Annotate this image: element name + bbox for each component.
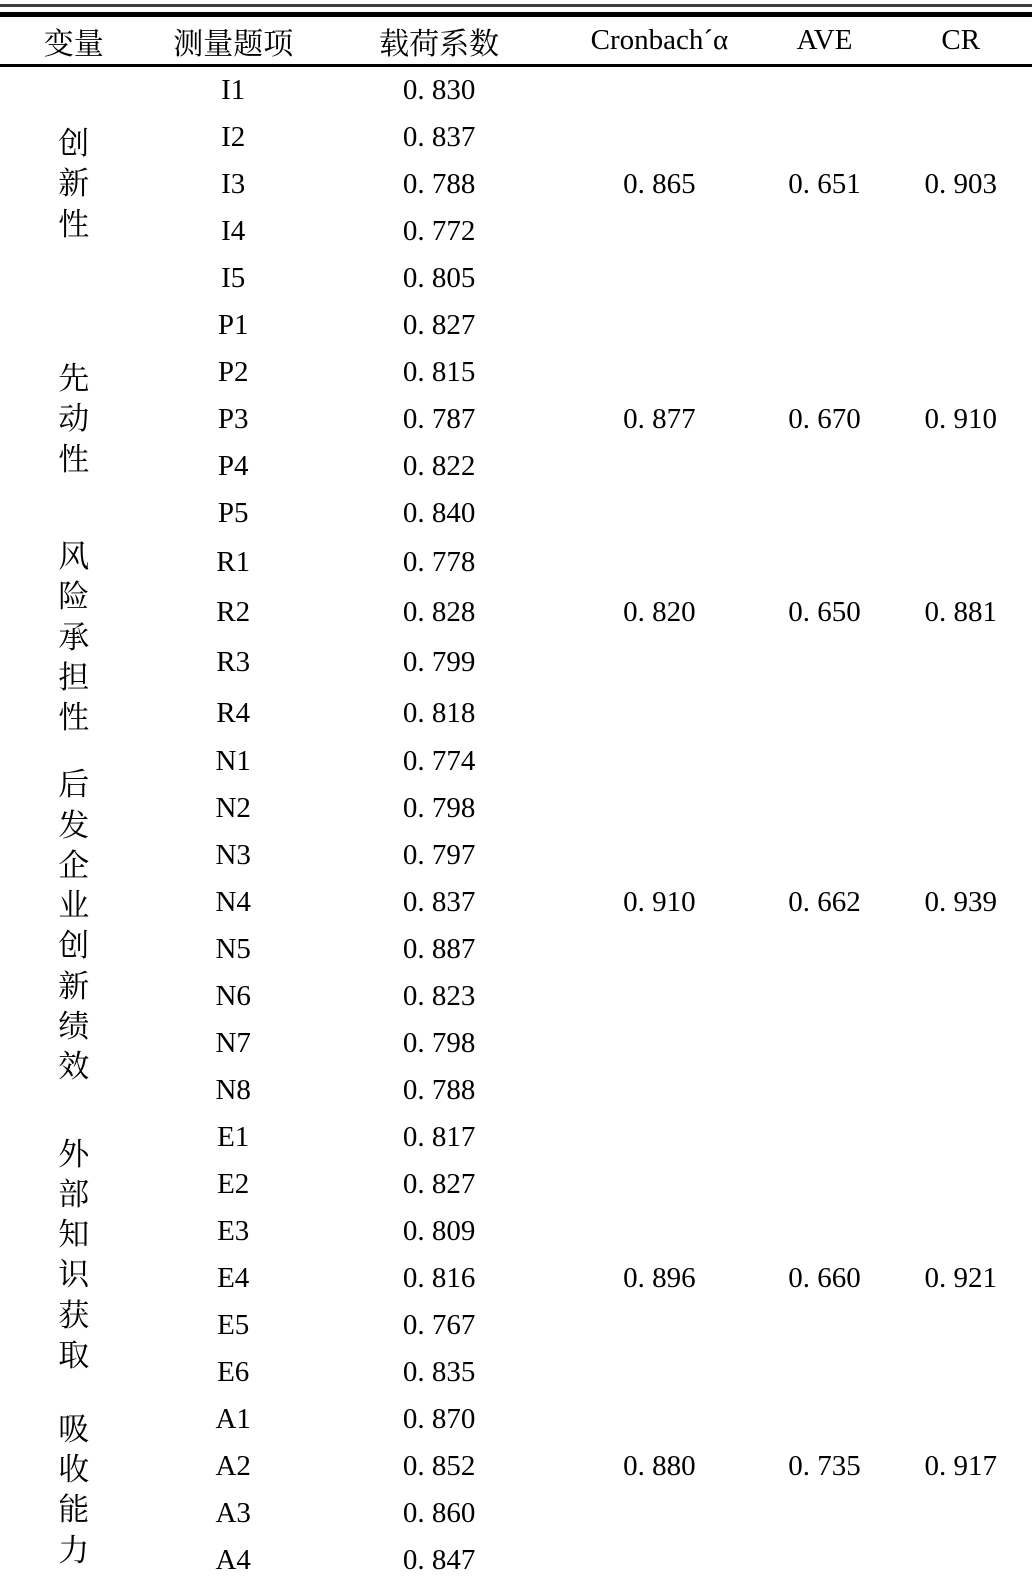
cronbach-cell: [559, 1302, 759, 1349]
cr-cell: [890, 785, 1032, 832]
cronbach-cell: [559, 973, 759, 1020]
table-row: [0, 1020, 1032, 1067]
ave-cell: [760, 738, 890, 785]
cronbach-cell: [559, 1208, 759, 1255]
loading-cell: 0. 799: [402, 646, 476, 679]
loading-cell: 0. 830: [402, 74, 476, 106]
item-code-cell: N8: [215, 1074, 251, 1107]
loading-cell: 0. 827: [402, 309, 476, 341]
loading-cell: 0. 860: [402, 1497, 476, 1530]
loading-cell: 0. 837: [402, 121, 476, 153]
cr-cell: [890, 66, 1032, 115]
item-code-cell: E4: [217, 1262, 250, 1295]
reliability-validity-table: [0, 12, 1032, 1584]
ave-cell: [760, 1537, 890, 1584]
loading-cell: 0. 778: [402, 545, 476, 578]
col-header-variable: 变量: [0, 15, 148, 66]
loading-cell: 0. 798: [402, 792, 476, 825]
cr-cell: [890, 1537, 1032, 1584]
cr-cell: [890, 926, 1032, 973]
item-code-cell: E6: [217, 1356, 250, 1389]
item-code-cell: I1: [221, 74, 246, 106]
loading-cell: 0. 798: [402, 1027, 476, 1060]
loading-cell: 0. 767: [402, 1309, 476, 1342]
table-row: [0, 302, 1032, 349]
table-row: [0, 443, 1032, 490]
cronbach-cell: [559, 443, 759, 490]
variable-name: 后发企业创新绩效: [58, 767, 90, 1085]
cronbach-cell: [559, 208, 759, 255]
col-header-item: 测量题项: [148, 15, 319, 66]
cronbach-cell: 0. 865: [623, 168, 696, 200]
cr-cell: [890, 255, 1032, 302]
cronbach-cell: [559, 66, 759, 115]
table-row: [0, 1490, 1032, 1537]
table-row: [0, 1443, 1032, 1490]
cr-cell: 0. 881: [924, 596, 998, 629]
item-code-cell: P4: [217, 450, 249, 482]
ave-cell: [760, 926, 890, 973]
item-code-cell: E3: [217, 1215, 250, 1248]
cr-cell: [890, 1302, 1032, 1349]
cronbach-cell: [559, 114, 759, 161]
loading-cell: 0. 797: [402, 839, 476, 872]
ave-cell: [760, 1161, 890, 1208]
table-row: [0, 973, 1032, 1020]
cronbach-cell: [559, 1396, 759, 1443]
loading-cell: 0. 772: [402, 215, 476, 247]
cr-cell: [890, 208, 1032, 255]
col-header-cr: CR: [890, 15, 1032, 66]
cronbach-cell: [559, 926, 759, 973]
item-code-cell: A3: [215, 1497, 251, 1530]
cronbach-cell: 0. 880: [623, 1450, 696, 1483]
table-row: [0, 738, 1032, 785]
table-row: [0, 1537, 1032, 1584]
item-code-cell: R1: [216, 545, 251, 578]
cr-cell: [890, 1490, 1032, 1537]
col-header-ave: AVE: [760, 15, 890, 66]
loading-cell: 0. 823: [402, 980, 476, 1013]
ave-cell: [760, 66, 890, 115]
loading-cell: 0. 822: [402, 450, 476, 482]
cr-cell: [890, 490, 1032, 537]
variable-name: 外部知识获取: [58, 1136, 90, 1374]
col-header-loading: 载荷系数: [319, 15, 559, 66]
ave-cell: 0. 650: [788, 596, 861, 629]
loading-cell: 0. 852: [402, 1450, 476, 1483]
loading-cell: 0. 809: [402, 1215, 476, 1248]
cronbach-cell: [559, 688, 759, 738]
variable-cell: [0, 1396, 148, 1584]
cr-cell: [890, 973, 1032, 1020]
cronbach-cell: [559, 255, 759, 302]
table-row: [0, 1067, 1032, 1114]
item-code-cell: R4: [216, 696, 251, 729]
cronbach-cell: [559, 537, 759, 587]
ave-cell: [760, 1208, 890, 1255]
cronbach-cell: [559, 1537, 759, 1584]
ave-cell: [760, 443, 890, 490]
table-row: [0, 114, 1032, 161]
cr-cell: [890, 1349, 1032, 1396]
ave-cell: [760, 490, 890, 537]
variable-cell: [0, 1114, 148, 1396]
ave-cell: [760, 1067, 890, 1114]
ave-cell: [760, 688, 890, 738]
item-code-cell: I4: [221, 215, 246, 247]
cronbach-cell: 0. 877: [623, 403, 696, 435]
cronbach-cell: [559, 1490, 759, 1537]
table-row: [0, 1349, 1032, 1396]
cr-cell: [890, 832, 1032, 879]
variable-cell: [0, 302, 148, 537]
item-code-cell: N4: [215, 886, 251, 919]
cronbach-cell: [559, 738, 759, 785]
table-row: [0, 1255, 1032, 1302]
ave-cell: 0. 660: [788, 1262, 861, 1295]
header-row: [0, 15, 1032, 66]
cronbach-cell: [559, 490, 759, 537]
cr-cell: 0. 917: [924, 1450, 998, 1483]
cronbach-cell: [559, 1067, 759, 1114]
ave-cell: 0. 651: [788, 168, 861, 200]
item-code-cell: N7: [215, 1027, 251, 1060]
table-row: [0, 832, 1032, 879]
variable-cell: [0, 738, 148, 1114]
loading-cell: 0. 816: [402, 1262, 476, 1295]
variable-name: 吸收能力: [58, 1411, 90, 1568]
ave-cell: [760, 537, 890, 587]
cr-cell: [890, 537, 1032, 587]
variable-cell: [0, 66, 148, 303]
table-row: [0, 208, 1032, 255]
loading-cell: 0. 828: [402, 596, 476, 629]
cr-cell: [890, 1067, 1032, 1114]
item-code-cell: P1: [217, 309, 249, 341]
item-code-cell: N3: [215, 839, 251, 872]
item-code-cell: N1: [215, 745, 251, 778]
cronbach-cell: [559, 302, 759, 349]
table-row: [0, 1302, 1032, 1349]
table-row: [0, 537, 1032, 587]
table-row: [0, 1114, 1032, 1161]
cr-cell: [890, 688, 1032, 738]
cr-cell: [890, 1208, 1032, 1255]
table-row: [0, 255, 1032, 302]
table-row: [0, 349, 1032, 396]
item-code-cell: A2: [215, 1450, 251, 1483]
table-row: [0, 490, 1032, 537]
table-row: [0, 1396, 1032, 1443]
loading-cell: 0. 788: [402, 1074, 476, 1107]
cr-cell: 0. 903: [924, 168, 998, 200]
loading-cell: 0. 805: [402, 262, 476, 294]
item-code-cell: A4: [215, 1544, 251, 1577]
ave-cell: [760, 255, 890, 302]
loading-cell: 0. 774: [402, 745, 476, 778]
ave-cell: [760, 1114, 890, 1161]
loading-cell: 0. 788: [402, 168, 476, 200]
table-row: [0, 587, 1032, 637]
table-row: [0, 926, 1032, 973]
item-code-cell: A1: [215, 1403, 251, 1436]
cronbach-cell: [559, 349, 759, 396]
cronbach-cell: [559, 1161, 759, 1208]
ave-cell: [760, 1396, 890, 1443]
item-code-cell: N2: [215, 792, 251, 825]
cr-cell: [890, 638, 1032, 688]
cronbach-cell: [559, 785, 759, 832]
ave-cell: [760, 973, 890, 1020]
cronbach-cell: [559, 832, 759, 879]
ave-cell: [760, 1490, 890, 1537]
cr-cell: [890, 349, 1032, 396]
loading-cell: 0. 817: [402, 1121, 476, 1154]
loading-cell: 0. 818: [402, 696, 476, 729]
cr-cell: [890, 114, 1032, 161]
item-code-cell: R2: [216, 596, 251, 629]
ave-cell: [760, 349, 890, 396]
variable-name: 先动性: [58, 361, 90, 477]
table-row: [0, 638, 1032, 688]
table-row: [0, 688, 1032, 738]
ave-cell: [760, 785, 890, 832]
loading-cell: 0. 835: [402, 1356, 476, 1389]
item-code-cell: I2: [221, 121, 246, 153]
cronbach-cell: [559, 1020, 759, 1067]
ave-cell: [760, 832, 890, 879]
ave-cell: [760, 1302, 890, 1349]
table-row: [0, 879, 1032, 926]
cronbach-cell: 0. 820: [623, 596, 696, 629]
item-code-cell: E2: [217, 1168, 250, 1201]
variable-name: 创新性: [58, 126, 90, 242]
loading-cell: 0. 837: [402, 886, 476, 919]
loading-cell: 0. 847: [402, 1544, 476, 1577]
loading-cell: 0. 870: [402, 1403, 476, 1436]
loading-cell: 0. 827: [402, 1168, 476, 1201]
cr-cell: 0. 939: [924, 886, 998, 919]
item-code-cell: P5: [217, 497, 249, 529]
variable-name: 风险承担性: [58, 539, 90, 736]
ave-cell: [760, 114, 890, 161]
loading-cell: 0. 787: [402, 403, 476, 435]
item-code-cell: N5: [215, 933, 251, 966]
cr-cell: [890, 1161, 1032, 1208]
cr-cell: 0. 910: [924, 403, 998, 435]
item-code-cell: P2: [217, 356, 249, 388]
table-row: [0, 785, 1032, 832]
ave-cell: 0. 735: [788, 1450, 861, 1483]
cronbach-cell: 0. 896: [623, 1262, 696, 1295]
ave-cell: [760, 208, 890, 255]
ave-cell: [760, 1349, 890, 1396]
loading-cell: 0. 815: [402, 356, 476, 388]
item-code-cell: I5: [221, 262, 246, 294]
cr-cell: [890, 1114, 1032, 1161]
ave-cell: [760, 638, 890, 688]
loading-cell: 0. 887: [402, 933, 476, 966]
table-row: [0, 1161, 1032, 1208]
cr-cell: [890, 302, 1032, 349]
cr-cell: [890, 1020, 1032, 1067]
table-header: [0, 15, 1032, 66]
cr-cell: [890, 1396, 1032, 1443]
item-code-cell: E1: [217, 1121, 250, 1154]
cr-cell: [890, 443, 1032, 490]
ave-cell: 0. 670: [788, 403, 861, 435]
table-row: [0, 161, 1032, 208]
variable-cell: [0, 537, 148, 738]
item-code-cell: N6: [215, 980, 251, 1013]
cr-cell: 0. 921: [924, 1262, 998, 1295]
col-header-cronbach: Cronbach´α: [559, 15, 759, 66]
cronbach-cell: [559, 638, 759, 688]
cronbach-cell: [559, 1114, 759, 1161]
table-row: [0, 66, 1032, 115]
cronbach-cell: 0. 910: [623, 886, 696, 919]
loading-cell: 0. 840: [402, 497, 476, 529]
table-row: [0, 396, 1032, 443]
item-code-cell: P3: [217, 403, 249, 435]
item-code-cell: I3: [221, 168, 246, 200]
ave-cell: 0. 662: [788, 886, 861, 919]
cronbach-cell: [559, 1349, 759, 1396]
ave-cell: [760, 1020, 890, 1067]
item-code-cell: E5: [217, 1309, 250, 1342]
table-body: [0, 66, 1032, 1584]
cr-cell: [890, 738, 1032, 785]
ave-cell: [760, 302, 890, 349]
item-code-cell: R3: [216, 646, 251, 679]
table-row: [0, 1208, 1032, 1255]
